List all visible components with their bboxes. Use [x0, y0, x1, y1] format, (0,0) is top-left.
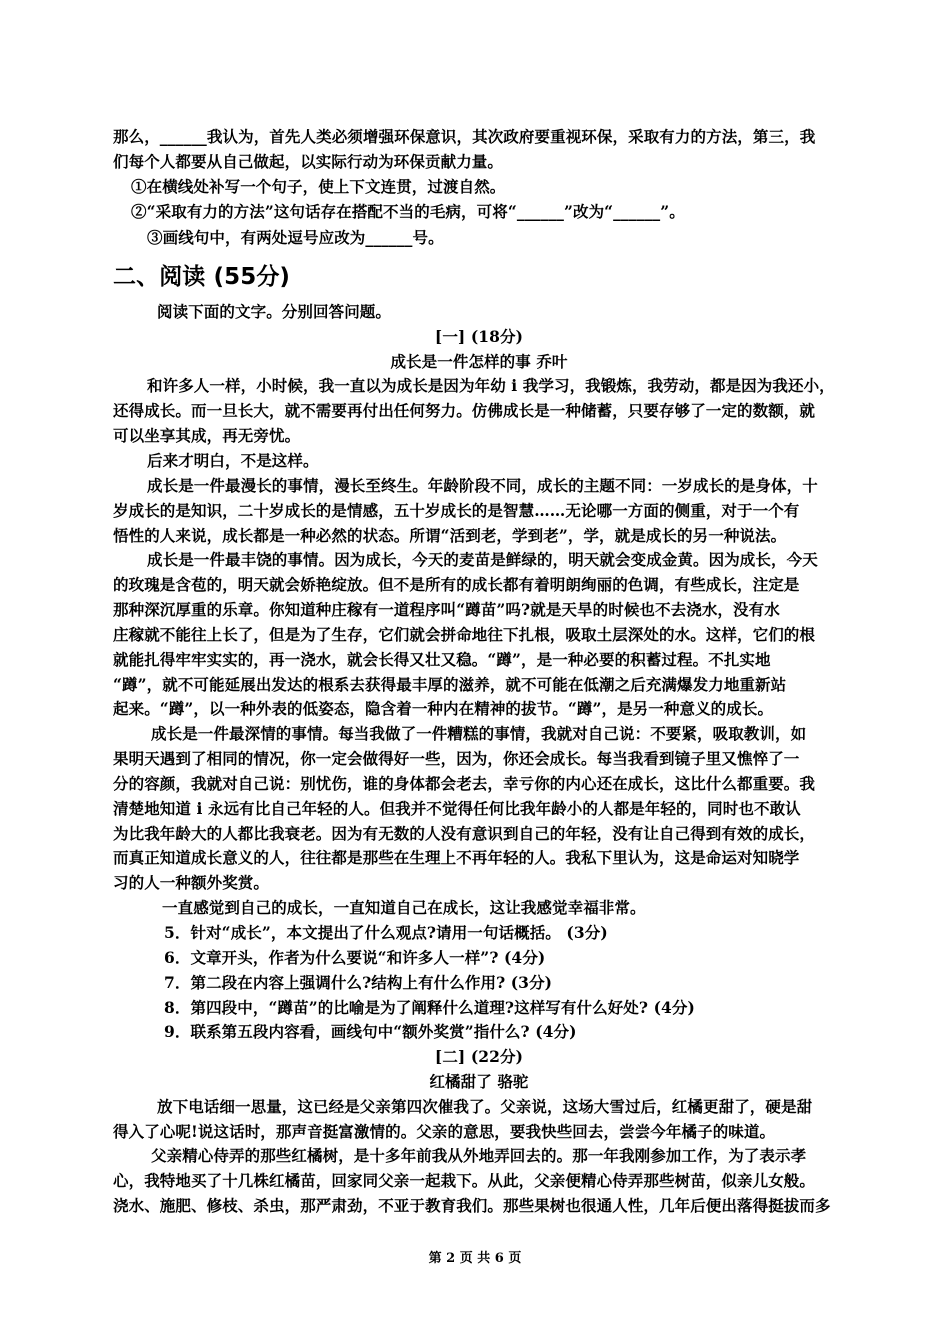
paragraph-line: 分的容颜，我就对自己说：别忧伤，谁的身体都会老去，幸亏你的内心还在成长，这比什么都重要。我	[113, 774, 816, 793]
question-item: 8．第四段中，“蹲苗”的比喻是为了阐释什么道理?这样写有什么好处? (4分)	[164, 998, 695, 1017]
paragraph-line: 得入了心呢!说这话时，那声音挺富激情的。父亲的意思，要我快些回去，尝尝今年橘子的味道。	[113, 1122, 776, 1141]
paragraph-line: 果明天遇到了相同的情况，你一定会做得好一些，因为，你还会成长。每当我看到镜子里又憔悴了一	[113, 749, 800, 768]
question-item: 5．针对“成长”，本文提出了什么观点?请用一句话概括。 (3分)	[164, 923, 608, 942]
paragraph-line: 那种深沉厚重的乐章。你知道种庄稼有一道程序叫“蹲苗”吗?就是天旱的时候也不去浇水，没有水	[113, 600, 780, 619]
question-item: ②“采取有力的方法”这句话存在搭配不当的毛病，可将“______”改为“______”。	[131, 202, 685, 221]
paragraph-line: 为比我年龄大的人都比我衰老。因为有无数的人没有意识到自己的年轻，没有让自己得到有效的成长，	[113, 824, 816, 843]
question-item: ①在横线处补写一个句子，使上下文连贯，过渡自然。	[131, 177, 506, 196]
article-title: 红橘甜了 骆驼	[429, 1072, 529, 1091]
page-footer: 第 2 页 共 6 页	[428, 1251, 522, 1266]
part-heading: [二] (22分)	[434, 1047, 524, 1066]
paragraph-line: 而真正知道成长意义的人，往往都是那些在生理上不再年轻的人。我私下里认为，这是命运对知晓学	[113, 848, 800, 867]
question-item: 7．第二段在内容上强调什么?结构上有什么作用? (3分)	[164, 973, 553, 992]
paragraph-line: 清楚地知道 i 永远有比自己年轻的人。但我并不觉得任何比我年龄小的人都是年轻的，同时也不敢认	[113, 799, 801, 818]
question-item: 6．文章开头，作者为什么要说“和许多人一样”? (4分)	[164, 948, 546, 967]
paragraph-line: 还得成长。而一旦长大，就不需要再付出任何努力。仿佛成长是一种储蓄，只要存够了一定的数额，就	[113, 401, 816, 420]
paragraph-line: 和许多人一样，小时候，我一直以为成长是因为年幼 i 我学习，我锻炼，我劳动，都是因为我还小，	[147, 376, 835, 395]
paragraph-line: 的玫瑰是含苞的，明天就会娇艳绽放。但不是所有的成长都有着明朗绚丽的色调，有些成长，注定是	[113, 575, 800, 594]
instruction: 阅读下面的文字。分别回答问题。	[157, 302, 392, 321]
paragraph-line: 成长是一件最丰饶的事情。因为成长，今天的麦苗是鲜绿的，明天就会变成金黄。因为成长，今天	[147, 550, 818, 569]
section-heading: 二、阅读 (55分)	[113, 264, 291, 290]
paragraph-line: 成长是一件最漫长的事情，漫长至终生。年龄阶段不同，成长的主题不同：一岁成长的是身体，十	[147, 476, 818, 495]
question-item: 9．联系第五段内容看，画线句中“额外奖赏”指什么? (4分)	[164, 1022, 577, 1041]
paragraph-line: 岁成长的是知识，二十岁成长的是情感，五十岁成长的是智慧……无论哪一方面的侧重，对于一个有	[113, 501, 800, 520]
paragraph-line: 就能扎得牢牢实实的，再一浇水，就会长得又壮又稳。“蹲”，是一种必要的积蓄过程。不扎实地	[113, 650, 771, 669]
paragraph-line: 起来。“蹲”，以一种外表的低姿态，隐含着一种内在精神的拔节。“蹲”，是另一种意义的成长。	[113, 699, 774, 718]
paragraph-line: 心，我特地买了十几株红橘苗，回家同父亲一起栽下。从此，父亲便精心侍弄那些树苗，似亲儿女般。	[113, 1171, 816, 1190]
question-item: ③画线句中，有两处逗号应改为______号。	[147, 228, 444, 247]
article-title: 成长是一件怎样的事 乔叶	[390, 352, 568, 371]
paragraph-line: “蹲”，就不可能延展出发达的根系去获得最丰厚的滋养，就不可能在低潮之后充满爆发力地重新站	[113, 675, 787, 694]
paragraph-line: 一直感觉到自己的成长，一直知道自己在成长，这让我感觉幸福非常。	[162, 898, 646, 917]
paragraph-line: 可以坐享其成，再无旁忧。	[113, 426, 301, 445]
paragraph-line: 习的人一种额外奖赏。	[113, 873, 270, 892]
paragraph-line: 父亲精心侍弄的那些红橘树，是十多年前我从外地弄回去的。那一年我刚参加工作，为了表示孝	[151, 1146, 807, 1165]
paragraph-line: 悟性的人来说，成长都是一种必然的状态。所谓“活到老，学到老”，学，就是成长的另一种说法。	[113, 526, 787, 545]
paragraph-line: 后来才明白，不是这样。	[147, 451, 319, 470]
paragraph-line: 庄稼就不能往上长了，但是为了生存，它们就会拼命地往下扎根，吸取土层深处的水。这样，它们的根	[113, 625, 816, 644]
text-line: 们每个人都要从自己做起，以实际行动为环保贡献力量。	[113, 152, 504, 171]
paragraph-line: 浇水、施肥、修枝、杀虫，那严肃劲，不亚于教育我们。那些果树也很通人性，几年后便出落得挺拔而多	[113, 1196, 831, 1215]
paragraph-line: 成长是一件最深情的事情。每当我做了一件糟糕的事情，我就对自己说：不要紧，吸取教训，如	[151, 724, 807, 743]
paragraph-line: 放下电话细一思量，这已经是父亲第四次催我了。父亲说，这场大雪过后，红橘更甜了，硬是甜	[157, 1097, 813, 1116]
text-line: 那么，______我认为，首先人类必须增强环保意识，其次政府要重视环保，采取有力的方法，第三，我	[113, 127, 816, 146]
part-heading: [一] (18分)	[434, 327, 524, 346]
